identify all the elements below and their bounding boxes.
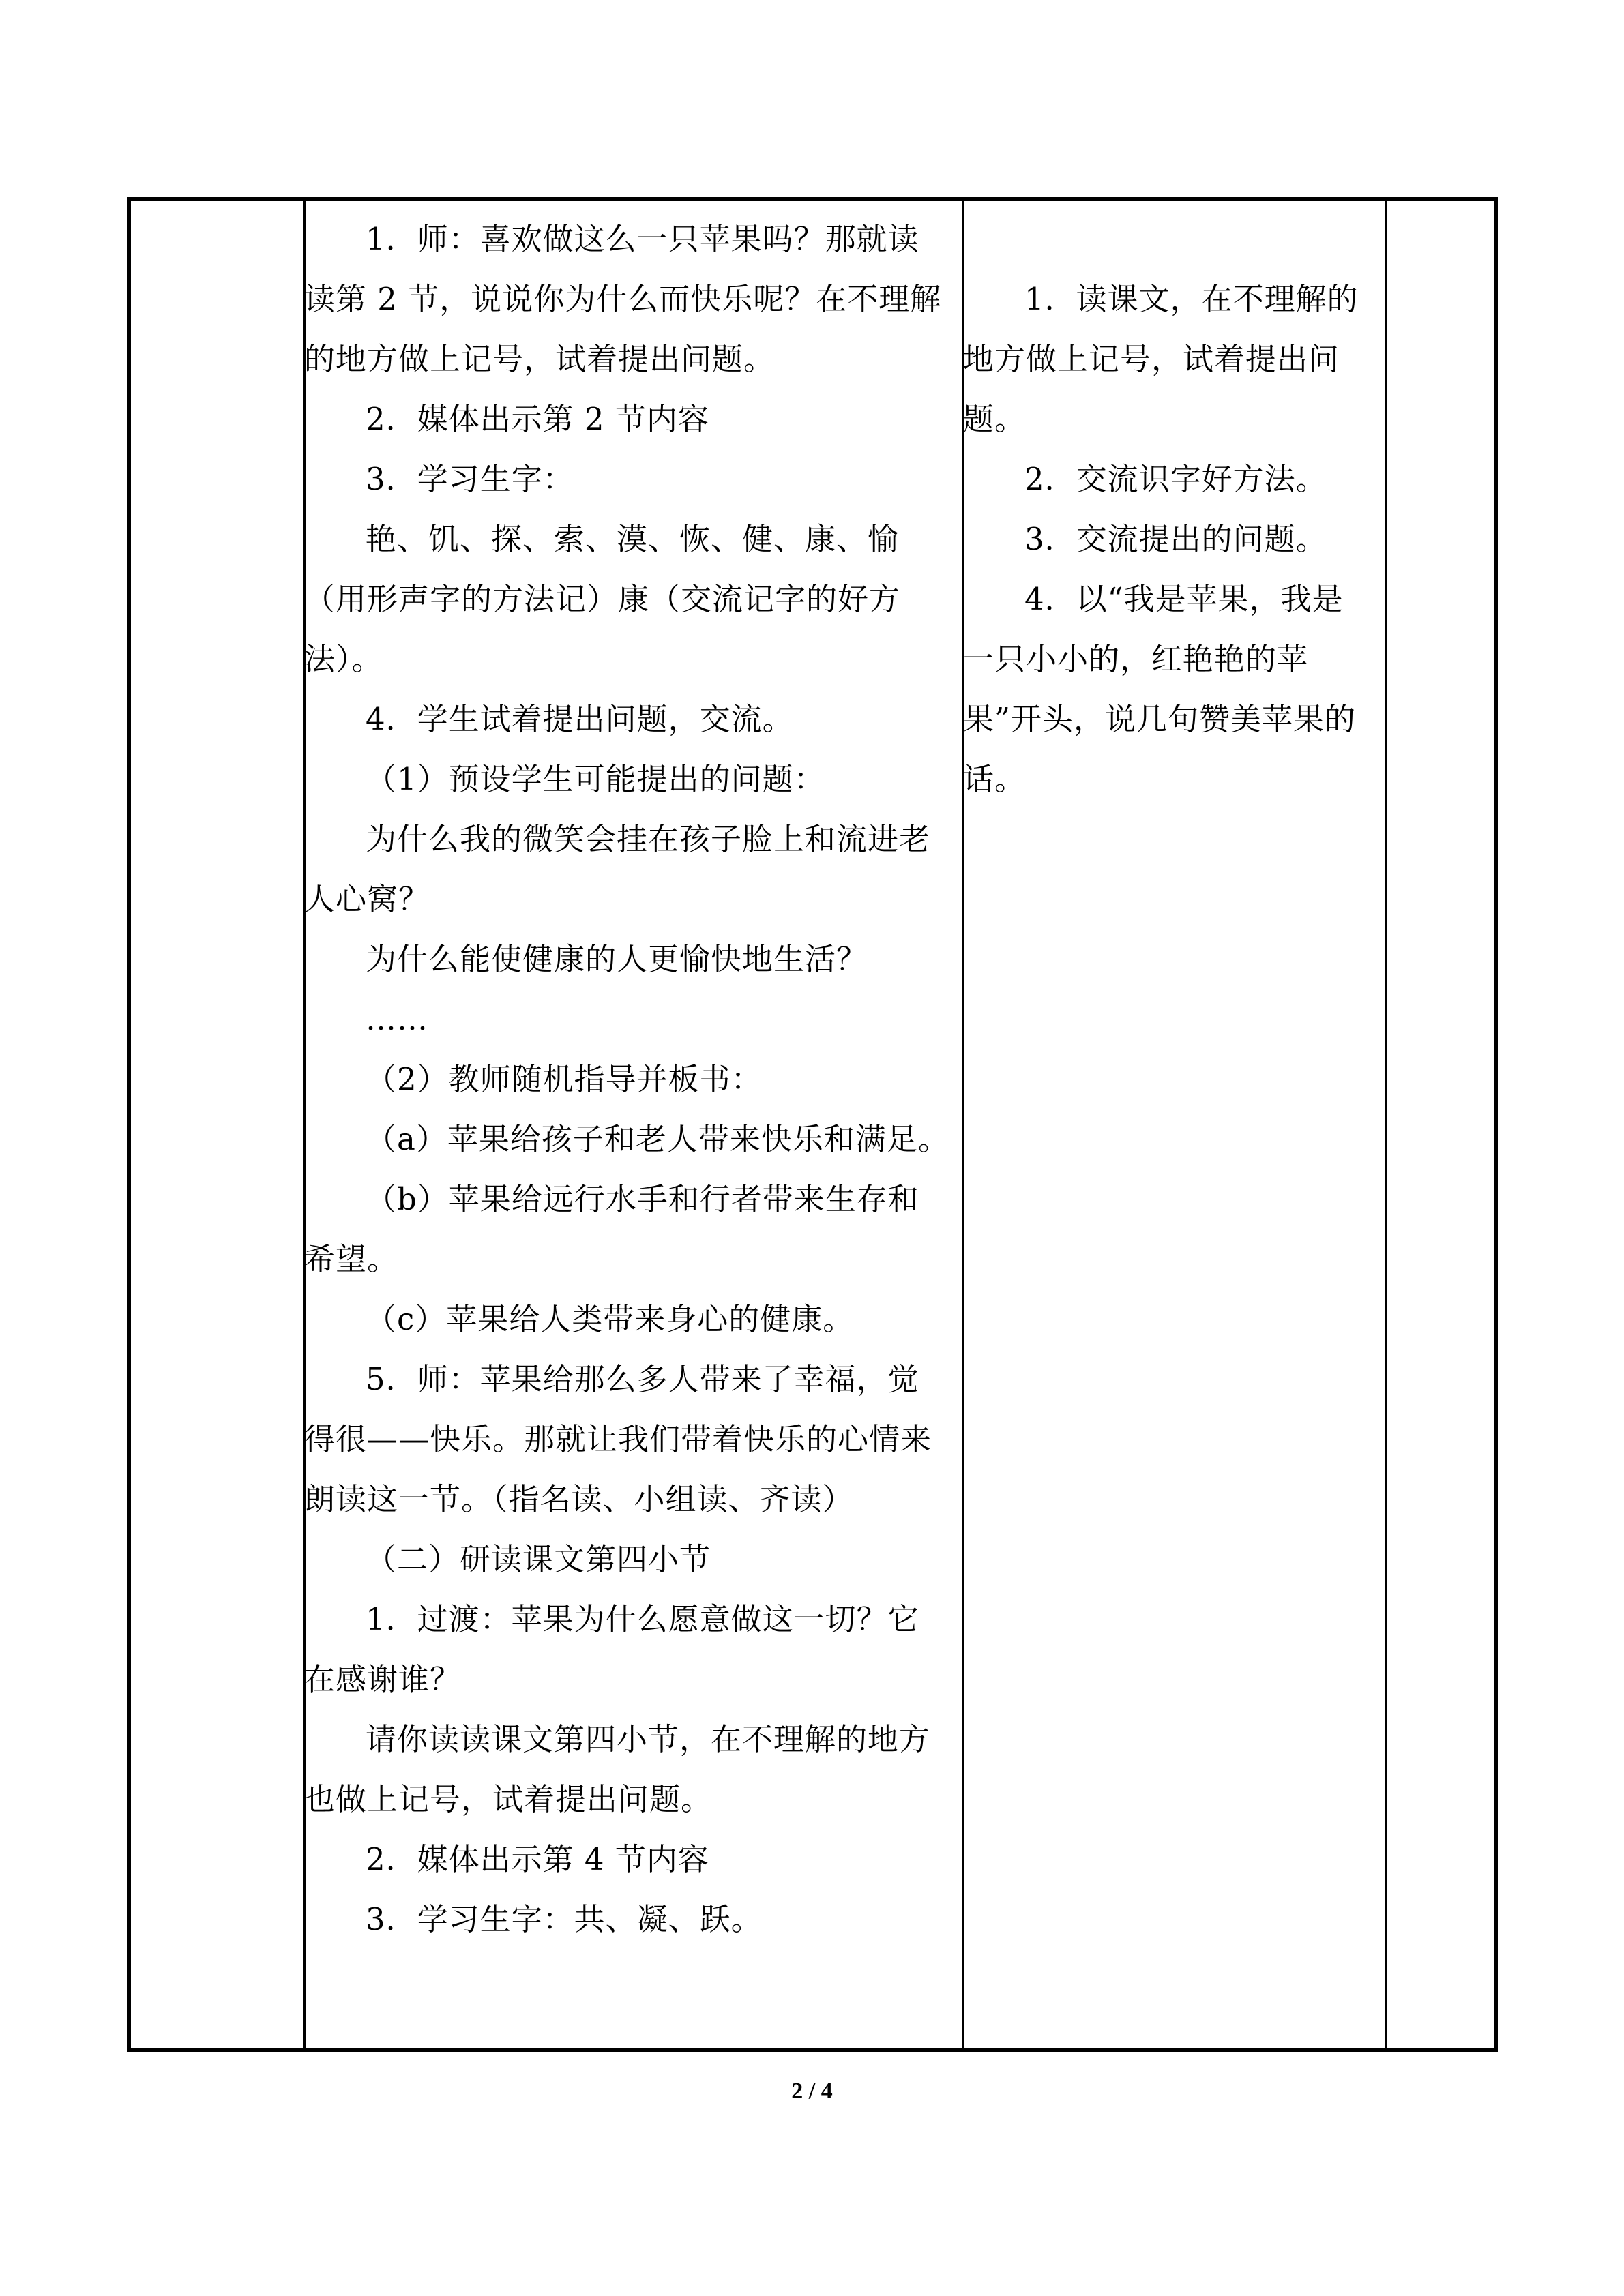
student-paragraph: 1．读课文，在不理解的地方做上记号，试着提出问题。: [963, 281, 1359, 437]
teacher-paragraph: 1．过渡：苹果为什么愿意做这一切？它在感谢谁？: [304, 1601, 919, 1697]
teacher-paragraph: ……: [366, 1001, 428, 1037]
teacher-paragraph: 5．师：苹果给那么多人带来了幸福，觉得很——快乐。那就让我们带着快乐的心情来朗读这一节。（指名读、小组读、齐读）: [304, 1361, 932, 1517]
teacher-paragraph: 2．媒体出示第 4 节内容: [366, 1841, 709, 1877]
teacher-paragraph: 2．媒体出示第 2 节内容: [366, 401, 709, 437]
student-activity-column: [963, 269, 1372, 809]
column-divider: [1385, 201, 1387, 2048]
teacher-paragraph: （b）苹果给远行水手和行者带来生存和希望。: [304, 1181, 919, 1277]
teacher-paragraph: 3．学习生字：: [366, 461, 574, 497]
teacher-paragraph: （2）教师随机指导并板书：: [366, 1061, 763, 1097]
student-paragraph: 4．以“我是苹果，我是一只小小的，红艳艳的苹果”开头，说几句赞美苹果的话。: [963, 581, 1357, 797]
teacher-paragraph: （1）预设学生可能提出的问题：: [366, 761, 825, 797]
teacher-paragraph: 1．师：喜欢做这么一只苹果吗？那就读读第 2 节，说说你为什么而快乐呢？在不理解的地方做上记号，试着提出问题。: [304, 221, 942, 377]
teacher-paragraph: 艳、饥、探、索、漠、恢、健、康、愉（用形声字的方法记）康（交流记字的好方法）。: [304, 521, 901, 677]
teacher-paragraph: （二）研读课文第四小节: [366, 1541, 711, 1577]
teacher-paragraph: （a）苹果给孩子和老人带来快乐和满足。: [366, 1121, 949, 1157]
teacher-paragraph: 4．学生试着提出问题，交流。: [366, 701, 794, 737]
teacher-paragraph: 为什么我的微笑会挂在孩子脸上和流进老人心窝？: [304, 821, 931, 917]
student-paragraph: 3．交流提出的问题。: [1024, 521, 1327, 557]
teacher-paragraph: 为什么能使健康的人更愉快地生活？: [366, 941, 868, 977]
teacher-paragraph: 3．学习生字：共、凝、跃。: [366, 1901, 763, 1937]
student-paragraph: 2．交流识字好方法。: [1024, 461, 1327, 497]
page-number: 2 / 4: [791, 2078, 833, 2104]
teacher-activity-column: [304, 209, 949, 1950]
teacher-paragraph: 请你读读课文第四小节，在不理解的地方也做上记号，试着提出问题。: [304, 1721, 931, 1817]
teacher-paragraph: （c）苹果给人类带来身心的健康。: [366, 1301, 855, 1337]
